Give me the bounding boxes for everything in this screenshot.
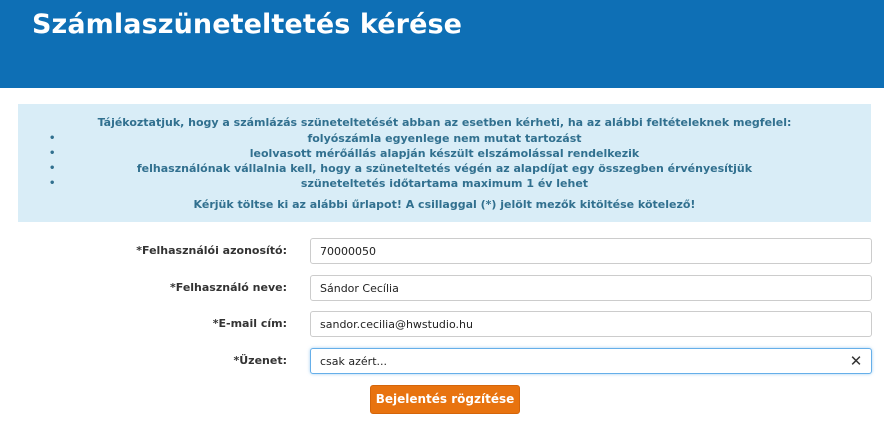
info-box [18, 104, 871, 222]
bullet-icon: • [49, 148, 56, 159]
bullet-icon: • [49, 133, 56, 144]
clear-icon[interactable]: ✕ [849, 352, 863, 370]
condition-item [18, 146, 871, 161]
email-row [0, 311, 884, 337]
condition-text: leolvasott mérőállás alapján készült elszámolással rendelkezik [249, 147, 640, 160]
bullet-icon: • [49, 178, 56, 189]
email-label: *E-mail cím: [212, 317, 287, 330]
conditions-list [18, 131, 871, 191]
submit-button[interactable]: Bejelentés rögzítése [370, 385, 520, 414]
message-label: *Üzenet: [233, 354, 287, 367]
info-intro: Tájékoztatjuk, hogy a számlázás szüneteltetését abban az esetben kérheti, ha az alábbi feltételeknek megfelel: [97, 116, 792, 129]
condition-text: folyószámla egyenlege nem mutat tartozást [307, 132, 582, 145]
condition-item [18, 161, 871, 176]
page-header [0, 0, 884, 88]
message-input[interactable] [310, 348, 872, 374]
message-row [0, 348, 884, 374]
user-id-row [0, 238, 884, 264]
page-title: Számlaszüneteltetés kérése [32, 9, 463, 40]
user-name-row [0, 275, 884, 301]
condition-text: felhasználónak vállalnia kell, hogy a szüneteltetés végén az alapdíjat egy összegben érvényesítjük [136, 162, 753, 175]
user-id-input[interactable] [310, 238, 872, 264]
condition-item [18, 131, 871, 146]
condition-text: szüneteltetés időtartama maximum 1 év lehet [300, 177, 589, 190]
user-name-label: *Felhasználó neve: [170, 281, 287, 294]
bullet-icon: • [49, 163, 56, 174]
user-id-label: *Felhasználói azonosító: [136, 244, 287, 257]
condition-item [18, 176, 871, 191]
user-name-input[interactable] [310, 275, 872, 301]
email-input[interactable] [310, 311, 872, 337]
required-fields-note: Kérjük töltse ki az alábbi űrlapot! A csillaggal (*) jelölt mezők kitöltése kötelező! [193, 198, 696, 211]
